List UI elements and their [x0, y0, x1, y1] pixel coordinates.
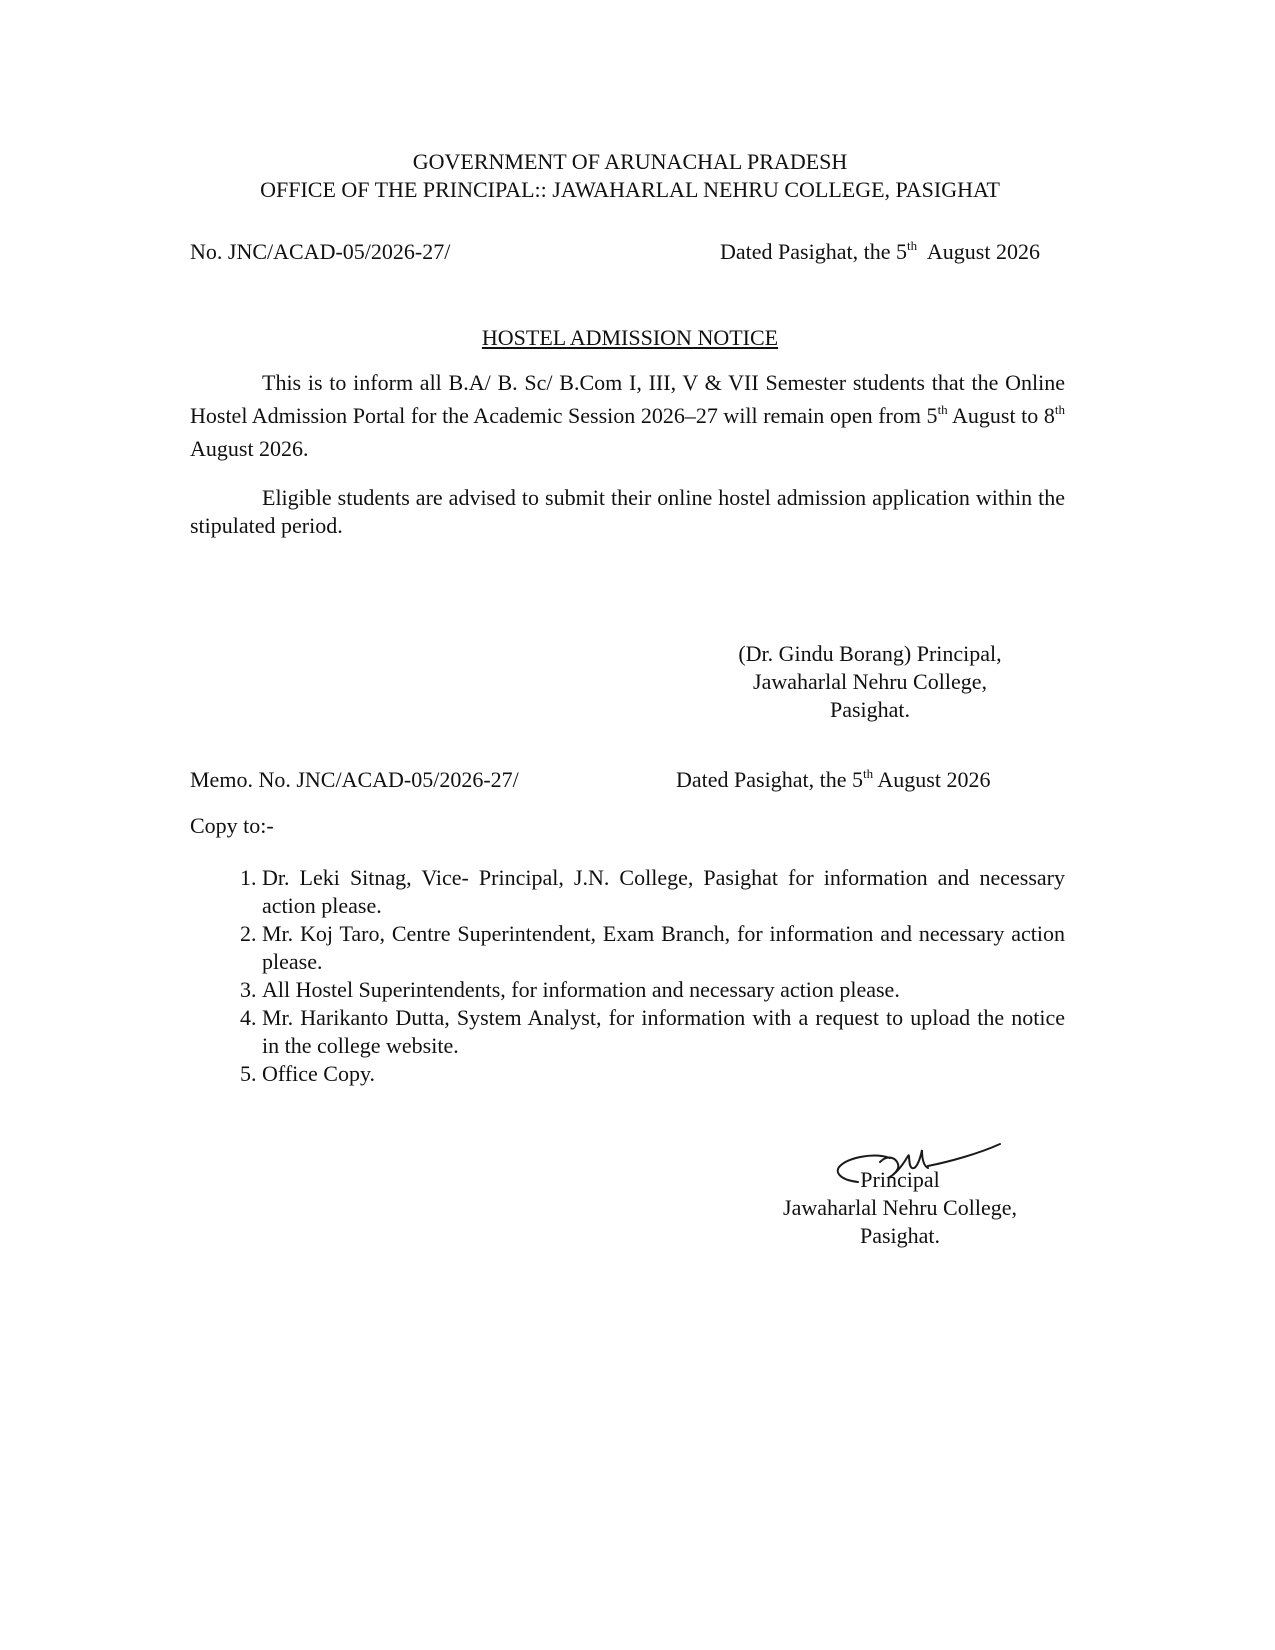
- copy-list-item: 3. All Hostel Superintendents, for information and necessary action please.: [262, 976, 1065, 1004]
- para1-sup2: th: [1054, 402, 1065, 417]
- signatory-1-place: Pasighat.: [829, 697, 911, 722]
- signatory-1-college: Jawaharlal Nehru College,: [753, 669, 987, 694]
- notice-paragraph-1: [190, 366, 1065, 465]
- para1-sup1: th: [937, 402, 948, 417]
- signatory-2-title: Principal: [860, 1167, 940, 1192]
- memo-date: [676, 766, 990, 794]
- reference-number: No. JNC/ACAD-05/2026-27/: [190, 239, 451, 264]
- letterhead: [190, 148, 1070, 204]
- memo-number: Memo. No. JNC/ACAD-05/2026-27/: [190, 767, 519, 792]
- notice-title: HOSTEL ADMISSION NOTICE: [481, 325, 779, 350]
- copy-list: [190, 864, 1065, 1088]
- copy-list-item: 1. Dr. Leki Sitnag, Vice- Principal, J.N. College, Pasighat for information and necessary action please.: [262, 864, 1065, 920]
- signatory-block-1: [720, 640, 1020, 724]
- memo-date-prefix: Dated Pasighat, the 5: [676, 767, 863, 792]
- notice-paragraph-2: Eligible students are advised to submit their online hostel admission application within the stipulated period.: [190, 485, 1065, 538]
- signatory-1-name: (Dr. Gindu Borang) Principal,: [738, 641, 1002, 666]
- signatory-2-college: Jawaharlal Nehru College,: [783, 1195, 1017, 1220]
- copy-list-item: 4. Mr. Harikanto Dutta, System Analyst, for information with a request to upload the notice in the college website.: [262, 1004, 1065, 1060]
- memo-date-sup: th: [862, 766, 874, 781]
- reference-date-sup: th: [906, 238, 918, 253]
- signatory-block-2: [750, 1166, 1050, 1250]
- memo-date-suffix: August 2026: [873, 767, 991, 792]
- signatory-2-place: Pasighat.: [859, 1223, 941, 1248]
- letterhead-government: GOVERNMENT OF ARUNACHAL PRADESH: [412, 149, 848, 174]
- reference-date-suffix: August 2026: [926, 239, 1040, 264]
- para1-text: This is to inform all B.A/ B. Sc/ B.Com I, III, V & VII Semester students that the Online Hostel Admission Portal for the Academic Session 2026–27 will remain open from 5: [190, 370, 1065, 428]
- reference-date: [720, 238, 1040, 266]
- copy-list-item: 2. Mr. Koj Taro, Centre Superintendent, Exam Branch, for information and necessary action please.: [262, 920, 1065, 976]
- letterhead-office: OFFICE OF THE PRINCIPAL:: JAWAHARLAL NEHRU COLLEGE, PASIGHAT: [260, 177, 1000, 202]
- para1-end: August 2026.: [190, 436, 309, 461]
- copy-list-item: 5. Office Copy.: [262, 1060, 1065, 1088]
- copy-to-label: Copy to:-: [190, 813, 274, 838]
- reference-date-prefix: Dated Pasighat, the 5: [720, 239, 907, 264]
- para1-mid: August to 8: [947, 403, 1055, 428]
